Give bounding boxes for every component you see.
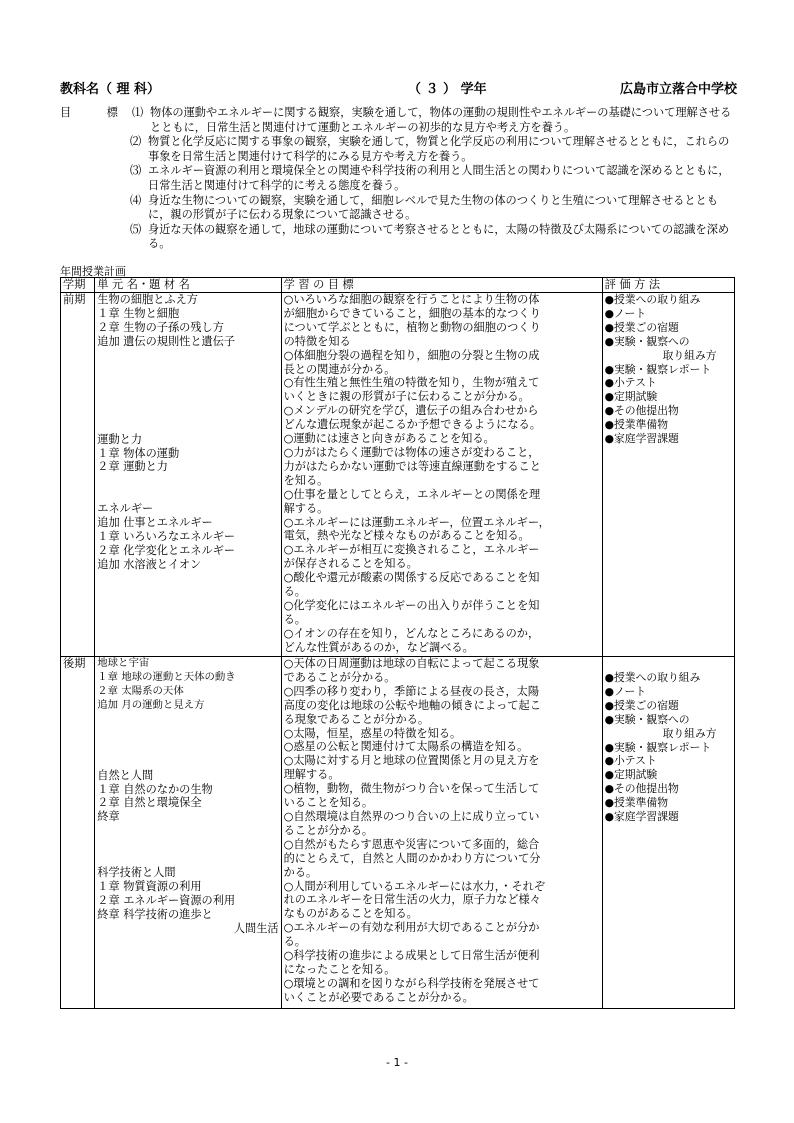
unit-line xyxy=(97,349,278,363)
table-body xyxy=(61,293,735,1009)
unit-line: １章 生物と細胞 xyxy=(97,306,180,320)
goal-number: ⑶ xyxy=(130,164,142,178)
learning-goal-cell xyxy=(281,657,602,1009)
learning-goal-line: ○天体の日周運動は地球の自転によって起こる現象 xyxy=(283,657,540,670)
evaluation-item: 取り組み方 xyxy=(662,348,717,362)
learning-goal-line: ○惑星の公転と関連付けて太陽系の構造を知る。 xyxy=(283,740,529,754)
learning-goal-line: る。 xyxy=(283,935,306,949)
unit-line: 自然と人間 xyxy=(97,768,154,782)
goal-number: ⑸ xyxy=(130,222,142,236)
evaluation-item: ●授業への取り組み xyxy=(604,671,701,684)
evaluation-item: ●授業準備物 xyxy=(604,796,668,810)
goal-item xyxy=(130,135,740,164)
goal-text: 身近な生物についての観察，実験を通して，細胞レベルで見た生物の体のつくりと生殖について理解させるとともに，親の形質が子に伝わる現象について認識させる。 xyxy=(148,193,718,222)
learning-goal-line: いくときに親の形質が子に伝わることが分かる。 xyxy=(283,390,530,404)
unit-line xyxy=(97,727,278,741)
learning-goal-line: ○エネルギーが相互に変換されること，エネルギー xyxy=(283,543,540,557)
evaluation-item: ●小テスト xyxy=(604,376,657,390)
learning-goal-line: ○有性生殖と無性生殖の特徴を知り，生物が殖えて xyxy=(283,376,540,390)
goal-item xyxy=(130,223,740,252)
learning-goal-line: ○自然がもたらす恩恵や災害について多面的，総合 xyxy=(283,837,540,851)
unit-line: 終章 xyxy=(97,810,120,824)
annual-plan-label: 年間授業計画 xyxy=(60,265,126,278)
learning-goal-line: いくことが必要であることが分かる。 xyxy=(283,990,474,1004)
learning-goal-line: ○植物，動物，微生物がつり合いを保って生活して xyxy=(283,782,540,796)
evaluation-item: ●実験・観察への xyxy=(604,712,690,726)
school-name: 広島市立落合中学校 xyxy=(620,82,738,97)
unit-line: １章 地球の運動と天体の動き xyxy=(97,670,236,683)
learning-goal-line: になったことを知る。 xyxy=(283,962,396,976)
learning-goal-line: 力がはたらかない運動では等速直線運動をすること xyxy=(283,459,541,473)
unit-line: １章 物体の運動 xyxy=(97,446,180,460)
unit-line: ２章 自然と環境保全 xyxy=(97,796,202,810)
evaluation-item: ●授業への取り組み xyxy=(604,293,701,306)
unit-line xyxy=(97,391,278,405)
learning-goal-cell xyxy=(281,293,602,657)
unit-line: 追加 遺伝の規則性と遺伝子 xyxy=(97,334,236,348)
unit-line xyxy=(97,824,278,838)
learning-goal-line: ○太陽に対する月と地球の位置関係と月の見え方を xyxy=(283,754,540,768)
unit-line: １章 自然のなかの生物 xyxy=(97,782,213,796)
term-cell: 後期 xyxy=(61,657,95,1009)
evaluation-item: ●家庭学習課題 xyxy=(604,810,679,824)
learning-goal-line: ○体細胞分裂の過程を知り，細胞の分裂と生物の成 xyxy=(283,348,540,362)
goals-section xyxy=(60,106,740,252)
learning-goal-line: 的にとらえて，自然と人間のかかわり方について分 xyxy=(283,851,541,865)
learning-goal-line: が細胞からできていること，細胞の基本的なつくり xyxy=(283,306,541,320)
table-row xyxy=(61,657,735,1009)
goal-number: ⑵ xyxy=(130,135,142,149)
goal-text: エネルギー資源の利用と環境保全との関連や科学技術の利用と人間生活との関わりについて認識を深めるとともに，日常生活と関連付けて科学的に考える態度を養う。 xyxy=(148,164,730,192)
learning-goal-line: ○メンデルの研究を学び，遺伝子の組み合わせから xyxy=(283,404,539,418)
evaluation-item: 取り組み方 xyxy=(662,726,717,740)
subject-name: 教科名（ 理 科） xyxy=(60,82,161,97)
learning-goal-line: ○自然環境は自然界のつり合いの上に成り立ってい xyxy=(283,809,540,823)
learning-goal-line: ○いろいろな細胞の観察を行うことにより生物の体 xyxy=(283,293,540,306)
term-cell: 前期 xyxy=(61,293,95,657)
evaluation-item: ●実験・観察レポート xyxy=(604,740,712,754)
learning-goal-line: 解する。 xyxy=(283,501,329,515)
learning-goal-line: ○化学変化にはエネルギーの出入りが伴うことを知 xyxy=(283,598,540,612)
learning-goal-line: であることが分かる。 xyxy=(283,670,396,684)
page-number: - 1 - xyxy=(386,1056,408,1069)
table-row xyxy=(61,293,735,657)
unit-line xyxy=(97,713,278,727)
unit-line xyxy=(97,838,278,852)
unit-cell xyxy=(95,293,281,657)
evaluation-item: ●授業準備物 xyxy=(604,418,668,432)
unit-line: 追加 水溶液とイオン xyxy=(97,557,202,571)
learning-goal-line: れのエネルギーを日常生活の火力，原子力など様々 xyxy=(283,893,541,907)
annual-plan-table xyxy=(60,277,735,1009)
learning-goal-line: る現象であることが分かる。 xyxy=(283,712,430,726)
unit-line: エネルギー xyxy=(97,502,154,516)
evaluation-item: ●授業ごの宿題 xyxy=(604,698,679,712)
unit-line: １章 いろいろなエネルギー xyxy=(97,530,236,544)
evaluation-cell xyxy=(602,657,734,1009)
unit-line xyxy=(97,755,278,769)
learning-goal-line: を知る。 xyxy=(283,473,329,487)
learning-goal-line: ○エネルギーには運動エネルギー，位置エネルギー， xyxy=(283,515,550,529)
learning-goal-line: の特徴を知る xyxy=(283,334,351,348)
learning-goal-line: る。 xyxy=(283,585,306,599)
header-unit: 単 元 名・題 材 名 xyxy=(95,278,281,293)
learning-goal-line: ○科学技術の進歩による成果として日常生活が便利 xyxy=(283,949,540,963)
unit-line xyxy=(97,363,278,377)
learning-goal-line: について学ぶとともに，植物と動物の細胞のつくり xyxy=(283,320,541,334)
learning-goal-line: ○力がはたらく運動では物体の速さが変わること， xyxy=(283,445,540,459)
evaluation-item: ●定期試験 xyxy=(604,390,658,404)
learning-goal-line: ○四季の移り変わり，季節による昼夜の長さ，太陽 xyxy=(283,684,540,698)
learning-goal-line: 電気，熱や光など様々なものがあることを知る。 xyxy=(283,529,530,543)
evaluation-cell xyxy=(602,293,734,657)
evaluation-item: ●家庭学習課題 xyxy=(604,432,679,446)
learning-goal-line: 理解する。 xyxy=(283,768,340,782)
unit-line: 地球と宇宙 xyxy=(97,657,150,669)
learning-goal-line: どんな性質があるのか，など調べる。 xyxy=(283,640,474,654)
unit-line xyxy=(97,405,278,419)
unit-line: 追加 仕事とエネルギー xyxy=(97,516,213,530)
learning-goal-line: 長との関連が分かる。 xyxy=(283,362,396,376)
goals-list xyxy=(60,106,740,252)
learning-goal-line: が保存されることを知る。 xyxy=(283,557,418,571)
table-header-row xyxy=(61,278,735,293)
evaluation-item: ●定期試験 xyxy=(604,768,658,782)
evaluation-item: ●ノート xyxy=(604,306,647,320)
unit-line: 終章 科学技術の進歩と xyxy=(97,907,213,921)
unit-line xyxy=(97,488,278,502)
unit-line: 生物の細胞とふえ方 xyxy=(97,293,198,306)
goals-label: 目 標 xyxy=(60,106,134,119)
learning-goal-line: 高度の変化は地球の公転や地軸の傾きによって起こ xyxy=(283,698,541,712)
evaluation-item: ●小テスト xyxy=(604,754,657,768)
evaluation-item: ●授業ごの宿題 xyxy=(604,320,679,334)
unit-line: 追加 月の運動と見え方 xyxy=(97,698,205,711)
header-evaluation: 評 価 方 法 xyxy=(602,278,734,293)
unit-line: 科学技術と人間 xyxy=(97,866,176,880)
learning-goal-line: ○酸化や還元が酸素の関係する反応であることを知 xyxy=(283,571,540,585)
learning-goal-line: ○運動には速さと向きがあることを知る。 xyxy=(283,432,495,446)
evaluation-item: ●ノート xyxy=(604,684,647,698)
evaluation-item: ●その他提出物 xyxy=(604,404,679,418)
learning-goal-line: どんな遺伝現象が起こるか予想できるようになる。 xyxy=(283,418,541,432)
goal-item xyxy=(132,106,740,135)
unit-line: １章 物質資源の利用 xyxy=(97,880,202,894)
goal-text: 身近な天体の観察を通して，地球の運動について考察させるとともに，太陽の特徴及び太陽系についての認識を深める。 xyxy=(148,222,730,251)
learning-goal-line: ○エネルギーの有効な利用が大切であることが分か xyxy=(283,921,540,935)
unit-line xyxy=(97,419,278,433)
goal-number: ⑷ xyxy=(130,193,142,207)
evaluation-item: ●実験・観察への xyxy=(604,334,690,348)
unit-line xyxy=(97,852,278,866)
unit-line: ２章 太陽系の天体 xyxy=(97,684,184,697)
goal-number: ⑴ xyxy=(132,106,144,119)
unit-line xyxy=(97,741,278,755)
goal-item xyxy=(130,164,740,193)
unit-line: ２章 運動と力 xyxy=(97,460,168,474)
unit-line: ２章 化学変化とエネルギー xyxy=(97,544,236,558)
learning-goal-line: ○環境との調和を図りながら科学技術を発展させて xyxy=(283,976,540,990)
unit-line: 人間生活 xyxy=(233,921,279,935)
learning-goal-line: いることを知る。 xyxy=(283,796,374,810)
unit-line xyxy=(97,377,278,391)
unit-line xyxy=(97,474,278,488)
goal-item xyxy=(130,194,740,223)
learning-goal-line: ○人間が利用しているエネルギーには水力，・それぞ xyxy=(283,879,546,893)
goal-text: 物質と化学反応に関する事象の観察，実験を通して，物質と化学反応の利用について理解させるとともに，これらの事象を日常生活と関連付けて科学的にみる見方や考え方を養う。 xyxy=(148,135,730,163)
header-goal: 学 習 の 目 標 xyxy=(281,278,602,293)
unit-cell xyxy=(95,657,281,1009)
header-term: 学期 xyxy=(61,278,95,293)
learning-goal-line: なものがあることを知る。 xyxy=(283,907,418,921)
learning-goal-line: ることが分かる。 xyxy=(283,823,374,837)
evaluation-item: ●その他提出物 xyxy=(604,782,679,796)
unit-line: ２章 エネルギー資源の利用 xyxy=(97,894,236,908)
grade-label: （ ３ ） 学年 xyxy=(408,82,487,97)
unit-line: 運動と力 xyxy=(97,432,143,446)
goal-text: 物体の運動やエネルギーに関する観察，実験を通して，物体の運動の規則性やエネルギーの基礎について理解させるとともに，日常生活と関連付けて運動とエネルギーの初歩的な見方や考え方を養う。 xyxy=(150,106,732,134)
evaluation-item: ●実験・観察レポート xyxy=(604,362,712,376)
unit-line: ２章 生物の子孫の残し方 xyxy=(97,320,224,334)
learning-goal-line: かる。 xyxy=(283,865,318,879)
learning-goal-line: ○イオンの存在を知り，どんなところにあるのか， xyxy=(283,626,540,640)
learning-goal-line: ○仕事を量としてとらえ，エネルギーとの関係を理 xyxy=(283,487,541,501)
learning-goal-line: ○太陽，恒星，惑星の特徴を知る。 xyxy=(283,726,462,740)
learning-goal-line: る。 xyxy=(283,612,306,626)
